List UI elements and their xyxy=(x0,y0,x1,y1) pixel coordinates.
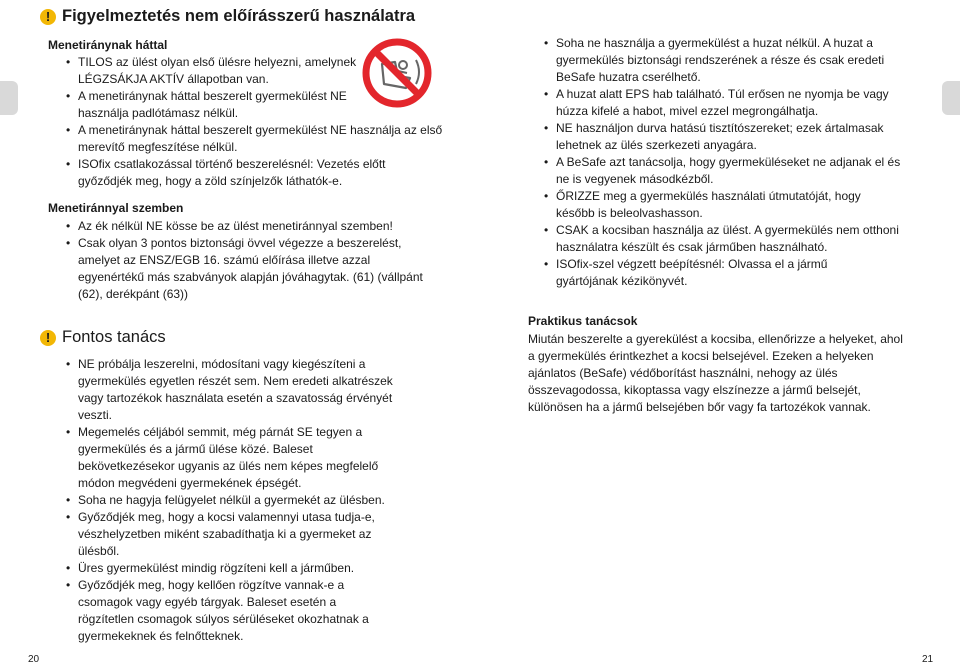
list-item: • ISOfix csatlakozással történő beszerelésnél: Vezetés előtt győződjék meg, hogy a zöld színjelzők láthatók-e. xyxy=(64,156,428,190)
list-item: • Megemelés céljából semmit, még párnát SE tegyen a gyermekülés és a jármű ülése közé. Baleset bekövetkezésekor ugyanis az ülés nem képes megfelelő módon megvédeni gyermekének épségét. xyxy=(64,424,394,492)
list-item: • Győződjék meg, hogy a kocsi valamennyi utasa tudja-e, vészhelyzetben miként szabadíthatja ki a gyermeket az ülésből. xyxy=(64,509,394,560)
forward-facing-title: Menetiránnyal szemben xyxy=(48,201,184,215)
exclamation-icon: ! xyxy=(40,330,56,346)
warning-heading xyxy=(40,7,415,26)
advice-heading xyxy=(40,328,166,347)
left-edge-tab xyxy=(0,81,18,115)
list-item: • A menetiránynak háttal beszerelt gyermekülést NE használja padlótámasz nélkül. xyxy=(64,88,360,122)
right-page xyxy=(480,0,960,667)
rear-facing-list xyxy=(64,54,443,190)
right-edge-tab xyxy=(942,81,960,115)
list-item: • Győződjék meg, hogy kellően rögzítve vannak-e a csomagok vagy egyéb tárgyak. Baleset esetén a rögzítetlen csomagok súlyos sérüléseket okozhatnak a gyermekeknek és felnőtteknek. xyxy=(64,577,394,645)
practical-text: Miután beszerelte a gyerekülést a kocsiba, ellenőrizze a helyeket, ahol a gyermekülés érintkezhet a kocsi belsejével. Ezeken a helyeken ajánlatos (BeSafe) védőborítást használni, nehogy az ülés összevagodossa, kikoptassa vagy elszínezze a jármű belsejét, különösen ha a jármű belsejében bőr vagy fa tartozékok vannak. xyxy=(528,332,903,414)
page-number-right: 21 xyxy=(922,654,934,665)
warning-title: Figyelmeztetés nem előírásszerű használatra xyxy=(62,7,416,25)
no-airbag-prohibition-icon xyxy=(362,38,432,108)
list-item: • A BeSafe azt tanácsolja, hogy gyermeküléseket ne adjanak el és ne is vegyenek másodkézből. xyxy=(542,154,902,188)
list-item: • Az ék nélkül NE kösse be az ülést menetiránnyal szemben! xyxy=(64,218,434,235)
advice-title: Fontos tanács xyxy=(62,328,166,346)
list-item: • ISOfix-szel végzett beépítésnél: Olvassa el a jármű gyártójának kézikönyvét. xyxy=(542,256,866,290)
practical-title: Praktikus tanácsok xyxy=(528,314,638,328)
page-number-left: 20 xyxy=(28,654,40,665)
list-item: • NE használjon durva hatású tisztítószereket; ezek ártalmasak lehetnek az ülés szerkezeti anyagára. xyxy=(542,120,902,154)
forward-facing-list xyxy=(64,218,434,303)
advice-list xyxy=(64,356,394,645)
rear-facing-title: Menetiránynak háttal xyxy=(48,38,168,52)
list-item: • TILOS az ülést olyan első ülésre helyezni, amelynek LÉGZSÁKJA AKTÍV állapotban van. xyxy=(64,54,360,88)
care-list xyxy=(542,35,902,290)
list-item: • Csak olyan 3 pontos biztonsági övvel végezze a beszerelést, amelyet az ENSZ/EGB 16. számú előírása illetve azzal egyenértékű más szabványok alapján jóváhagytak. (61) (vállpánt (62), derékpánt (63)) xyxy=(64,235,430,303)
list-item: • A huzat alatt EPS hab található. Túl erősen ne nyomja be vagy húzza kifelé a habot, mivel ezzel megrongálhatja. xyxy=(542,86,902,120)
list-item: • Üres gyermekülést mindig rögzíteni kell a járműben. xyxy=(64,560,394,577)
list-item: • Soha ne használja a gyermekülést a huzat nélkül. A huzat a gyermekülés biztonsági rendszerének a része és csak eredeti BeSafe huzatra cserélhető. xyxy=(542,35,902,86)
list-item: • CSAK a kocsiban használja az ülést. A gyermekülés nem otthoni használatra készült és csak járműben használható. xyxy=(542,222,902,256)
list-item: • A menetiránynak háttal beszerelt gyermekülést NE használja az első merevítő megfeszítése nélkül. xyxy=(64,122,448,156)
list-item: • NE próbálja leszerelni, módosítani vagy kiegészíteni a gyermekülés egyetlen részét sem. Nem eredeti alkatrészek vagy tartozékok használata esetén a szavatosság érvényét veszti. xyxy=(64,356,394,424)
list-item: • Soha ne hagyja felügyelet nélkül a gyermekét az ülésben. xyxy=(64,492,428,509)
exclamation-icon: ! xyxy=(40,9,56,25)
list-item: • ŐRIZZE meg a gyermekülés használati útmutatóját, hogy később is beleolvashasson. xyxy=(542,188,886,222)
